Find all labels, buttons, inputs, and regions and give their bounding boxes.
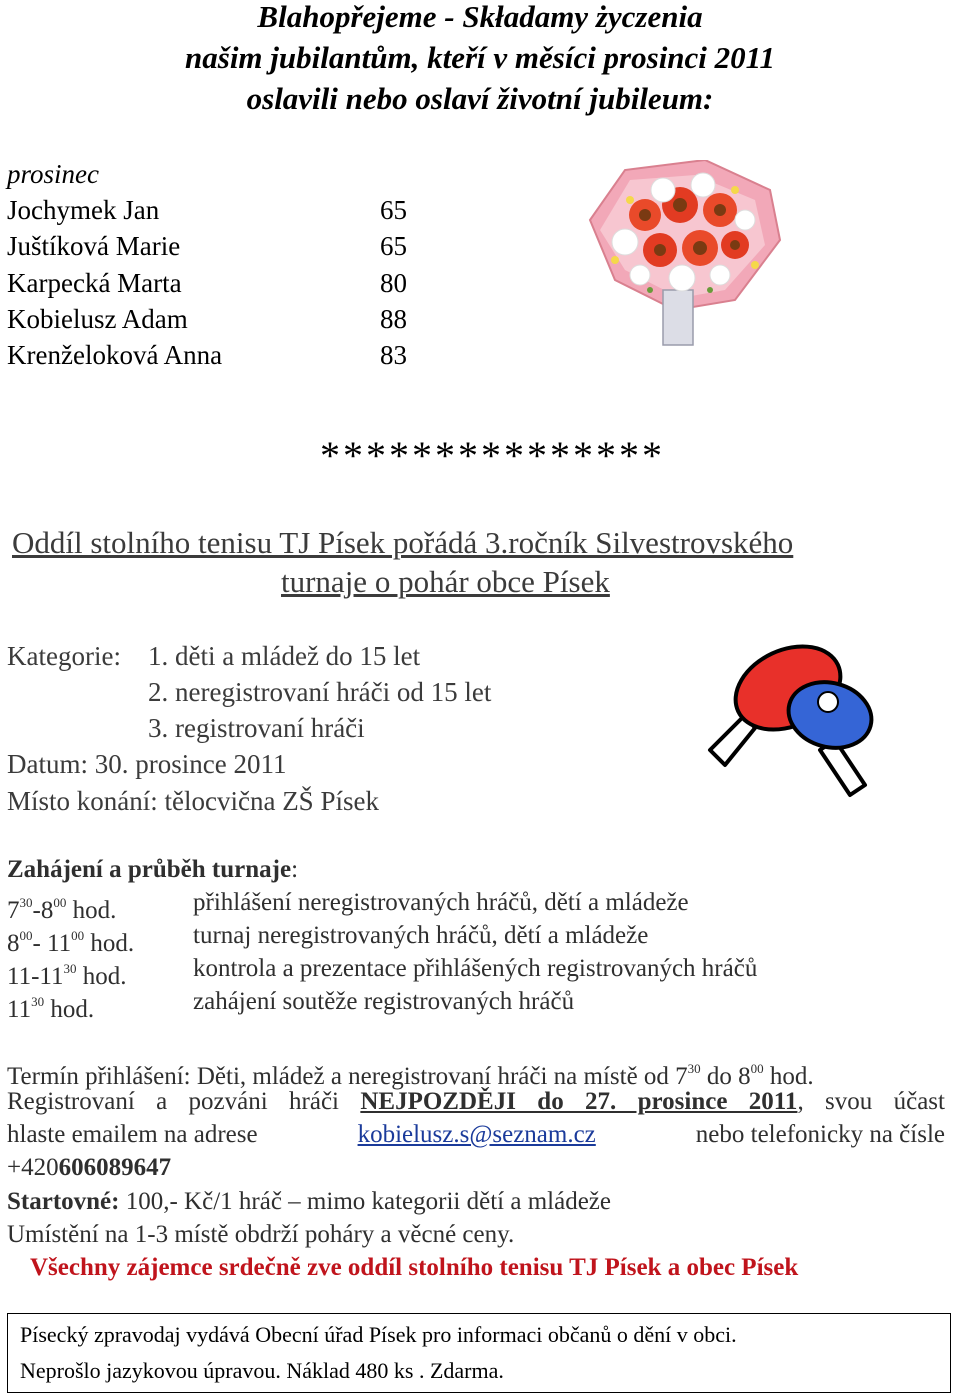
flower-bouquet-image: [585, 160, 785, 350]
jubilant-name: Jochymek Jan: [7, 195, 160, 225]
separator-stars: ***************: [320, 433, 665, 478]
jubilant-age: 65: [380, 195, 407, 225]
schedule-time: $7^{30}-8^{00}$ hod.: [7, 895, 117, 924]
category-item: 3. registrovaní hráči: [148, 713, 365, 743]
title-line-2: našim jubilantům, kteří v měsíci prosinci 2011: [185, 40, 775, 75]
footer-line-1: Písecký zpravodaj vydává Obecní úřad Písek pro informaci občanů o dění v obci.: [20, 1322, 737, 1347]
registration-phone-prefix: nebo telefonicky na čísle: [695, 1121, 945, 1148]
title-line-1: Blahopřejeme - Składamy życzenia: [257, 0, 703, 34]
phone-number: +420606089647: [7, 1154, 172, 1181]
jubilant-name: Karpecká Marta: [7, 268, 182, 298]
registration-email-prefix: hlaste emailem na adrese: [7, 1121, 258, 1148]
registration-line-3: [7, 1118, 945, 1151]
schedule-desc: turnaj neregistrovaných hráčů, dětí a mládeže: [193, 922, 649, 949]
jubilant-age: 88: [380, 304, 407, 334]
jubilant-name: Krenželoková Anna: [7, 340, 223, 370]
jubilant-age: 65: [380, 231, 407, 261]
footer-box: [7, 1313, 951, 1393]
schedule-desc: přihlášení neregistrovaných hráčů, dětí a mládeže: [193, 889, 689, 916]
schedule-heading: Zahájení a průběh turnaje:: [7, 856, 299, 883]
date-line: Datum: 30. prosince 2011: [7, 749, 287, 779]
email-link[interactable]: kobielusz.s@seznam.cz: [357, 1121, 596, 1148]
category-item: 1. děti a mládež do 15 let: [148, 641, 421, 671]
schedule-desc: kontrola a prezentace přihlášených registrovaných hráčů: [193, 955, 758, 982]
schedule-time: $11-11^{30}$ hod.: [7, 961, 127, 990]
prizes-line: Umístění na 1-3 místě obdrží poháry a věcné ceny.: [7, 1221, 515, 1248]
jubilant-age: 80: [380, 268, 407, 298]
registration-deadline-line: Termín přihlášení: Děti, mládež a neregistrovaní hráči na místě od $7^{30}$ do $8^{00}$ hod.: [7, 1061, 814, 1090]
registration-line-2: Registrovaní a pozváni hráči NEJPOZDĚJI do 27. prosince 2011, svou účast: [7, 1088, 945, 1115]
jubilant-age: 83: [380, 340, 407, 370]
schedule-time: $8^{00}-$ $11^{00}$ hod.: [7, 928, 135, 957]
category-item: 2. neregistrovaní hráči od 15 let: [148, 677, 492, 707]
month-label: prosinec: [7, 159, 99, 189]
ping-pong-paddle-image: [700, 640, 880, 810]
place-line: Místo konání: tělocvična ZŠ Písek: [7, 786, 379, 816]
jubilant-name: Kobielusz Adam: [7, 304, 188, 334]
title-line-3: oslavili nebo oslaví životní jubileum:: [246, 81, 714, 116]
entry-fee-line: Startovné: 100,- Kč/1 hráč – mimo kategorii dětí a mládeže: [7, 1188, 611, 1215]
invitation-line: Všechny zájemce srdečně zve oddíl stolního tenisu TJ Písek a obec Písek: [30, 1254, 799, 1281]
category-label: Kategorie:: [7, 641, 121, 671]
footer-line-2: Neprošlo jazykovou úpravou. Náklad 480 ks . Zdarma.: [20, 1358, 504, 1383]
schedule-desc: zahájení soutěže registrovaných hráčů: [193, 988, 575, 1015]
jubilant-name: Juštíková Marie: [7, 231, 181, 261]
tournament-heading-line-1: Oddíl stolního tenisu TJ Písek pořádá 3.ročník Silvestrovského: [12, 525, 794, 560]
schedule-time: $11^{30}$ hod.: [7, 994, 95, 1023]
tournament-heading-line-2: turnaje o pohár obce Písek: [281, 564, 610, 599]
